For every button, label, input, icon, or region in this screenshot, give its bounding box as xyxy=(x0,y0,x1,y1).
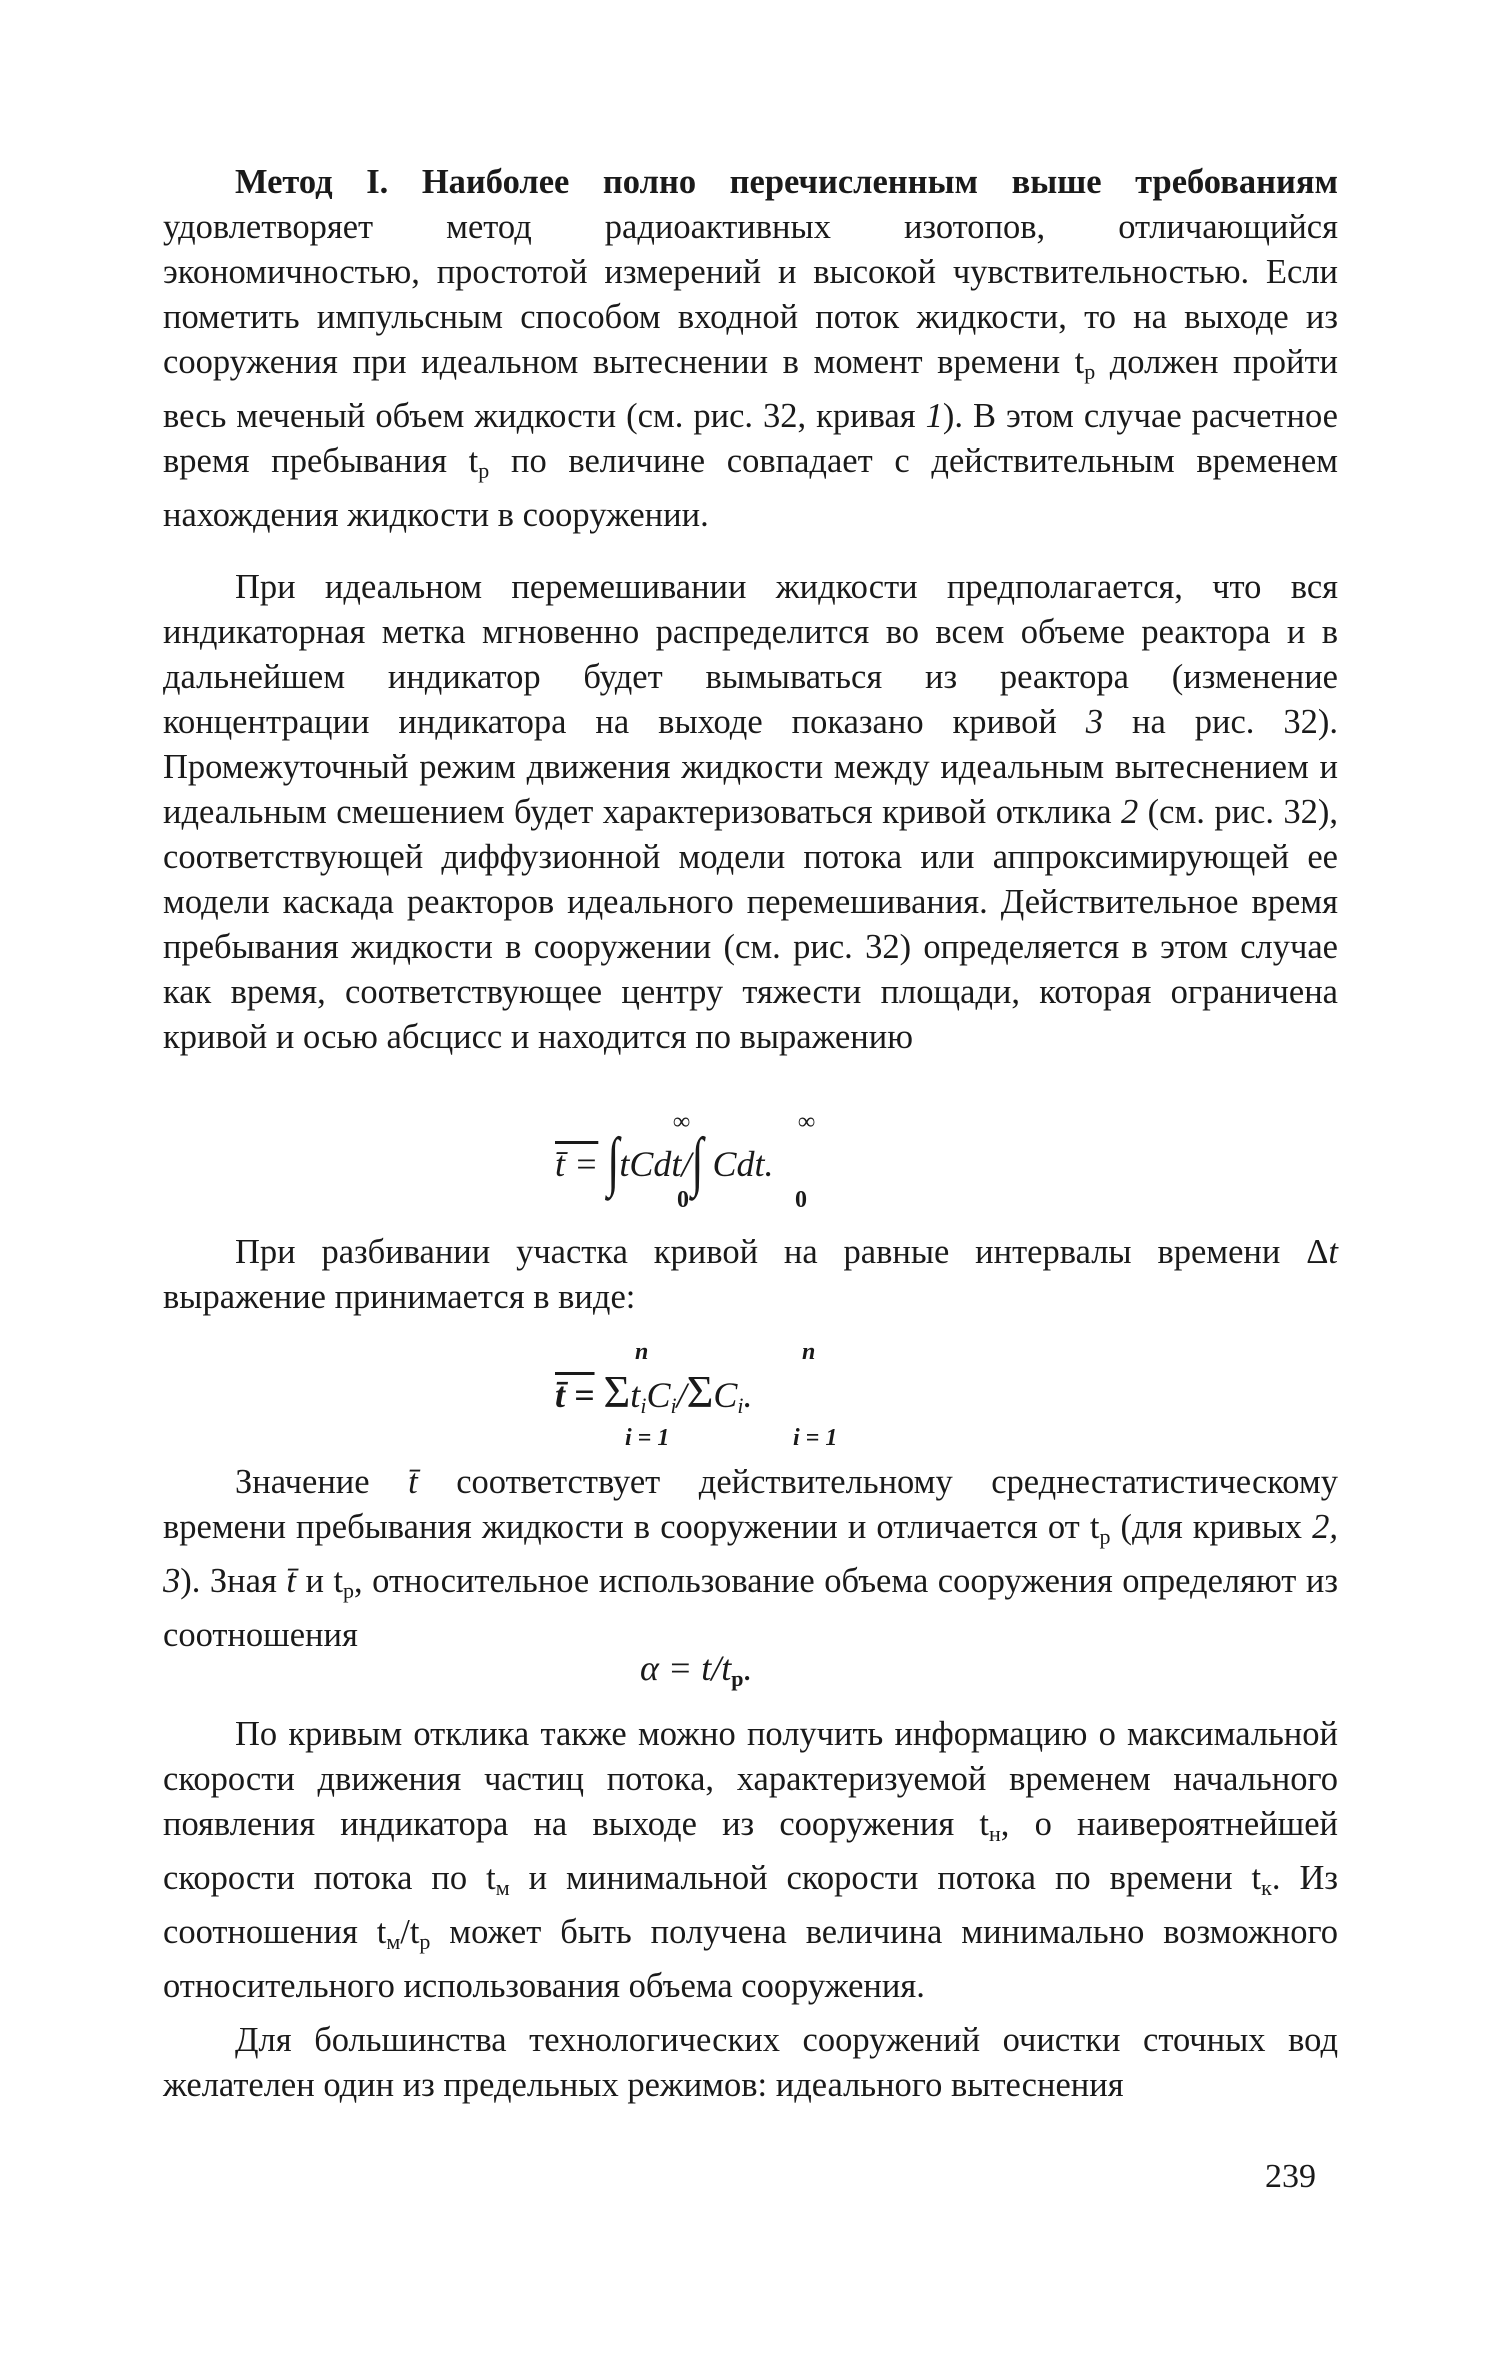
slash: / xyxy=(676,1375,687,1415)
paragraph-text: и минимальной скорости потока по времени t xyxy=(509,1859,1262,1897)
paragraph-text: По кривым отклика также можно получить информацию о максимальной скорости движения частиц потока, характеризуемой временем начального появления индикатора на выходе из сооружения t xyxy=(163,1715,1338,1843)
curve-numbers: 2, 3 xyxy=(163,1508,1338,1600)
term: t xyxy=(630,1375,641,1415)
paragraph-text: (для кривых xyxy=(1110,1508,1313,1546)
paragraph-method-1 xyxy=(163,160,1338,538)
paragraph-text: , о наивероятнейшей скорости потока по t xyxy=(163,1805,1338,1897)
variable: t̄ xyxy=(408,1463,418,1501)
paragraph-text: . Из соотношения t xyxy=(163,1859,1338,1951)
upper-limit: n xyxy=(802,1339,816,1365)
formula-integral xyxy=(555,1110,955,1220)
paragraph-text: При идеальном перемешивании жидкости предполагается, что вся индикаторная метка мгновенно распределится во всем объеме реактора и в дальнейшем индикатор будет вымываться из реактора (изменение концентрации индикатора на выходе показано кривой xyxy=(163,568,1338,741)
upper-limit: ∞ xyxy=(673,1109,691,1135)
paragraph-text: выражение принимается в виде: xyxy=(163,1278,636,1316)
subscript: i xyxy=(640,1393,647,1418)
sum-sign: Σ xyxy=(686,1366,714,1417)
paragraph-text: может быть получена величина минимально возможного относительного использования объема сооружения. xyxy=(163,1913,1339,2005)
term: C xyxy=(646,1375,671,1415)
paragraph-text: При разбивании участка кривой на равные интервалы времени Δ xyxy=(235,1233,1329,1271)
paragraph-text: соответствует действительному среднестатистическому времени пребывания жидкости в сооружении и отличается от t xyxy=(163,1463,1338,1546)
subscript: н xyxy=(989,1821,1001,1846)
upper-limit: ∞ xyxy=(798,1109,816,1135)
formula-lhs: t̄ = xyxy=(555,1375,595,1415)
method-heading-rest: Наиболее полно перечисленным выше требованиям xyxy=(421,163,1339,201)
period: . xyxy=(743,1648,753,1688)
paragraph-text: и t xyxy=(295,1562,344,1600)
paragraph-text: , относительное использование объема сооружения определяют из соотношения xyxy=(163,1562,1338,1654)
page-number: 239 xyxy=(1265,2158,1316,2195)
paragraph-ideal-mixing xyxy=(163,565,1338,1060)
paragraph-text: должен пройти весь меченый объем жидкости (см. рис. 32, кривая xyxy=(163,343,1338,435)
subscript: р xyxy=(1099,1524,1111,1549)
formula-alpha xyxy=(640,1648,752,1699)
lower-limit: 0 xyxy=(677,1187,689,1213)
integral-sign: ∫ xyxy=(691,1124,704,1198)
variable: t̄ xyxy=(286,1562,296,1600)
variable: t xyxy=(1328,1233,1338,1271)
subscript: р xyxy=(419,1929,431,1954)
paragraph-text: удовлетворяет метод радиоактивных изотопов, отличающийся экономичностью, простотой измерений и высокой чувствительностью. Если пометить импульсным способом входной поток жидкости, то на выходе из сооружения при идеальном вытеснении в момент времени t xyxy=(163,208,1338,381)
period: . xyxy=(743,1375,753,1415)
subscript: i xyxy=(670,1393,677,1418)
subscript: р xyxy=(343,1578,355,1603)
subscript: р xyxy=(1084,359,1096,384)
paragraph-text: /t xyxy=(400,1913,420,1951)
curve-number: 1 xyxy=(925,397,943,435)
integrand: Cdt. xyxy=(712,1144,774,1184)
lower-limit: i = 1 xyxy=(793,1425,838,1451)
lower-limit: i = 1 xyxy=(625,1425,670,1451)
integral-sign: ∫ xyxy=(607,1124,620,1198)
lower-limit: 0 xyxy=(795,1187,807,1213)
paragraph-text: по величине совпадает с действительным временем нахождения жидкости в сооружении. xyxy=(163,442,1338,534)
subscript: р xyxy=(731,1666,744,1691)
paragraph-response-curves xyxy=(163,1712,1338,2009)
subscript: к xyxy=(1261,1875,1272,1900)
upper-limit: n xyxy=(635,1339,649,1365)
subscript: м xyxy=(495,1875,510,1900)
paragraph-final xyxy=(163,2018,1338,2108)
curve-number: 2 xyxy=(1121,793,1139,831)
sum-sign: Σ xyxy=(603,1366,631,1417)
subscript: м xyxy=(386,1929,401,1954)
subscript: р xyxy=(478,458,490,483)
paragraph-intervals xyxy=(163,1230,1338,1320)
paragraph-text: (см. рис. 32), соответствующей диффузионной модели потока или аппроксимирующей ее модели каскада реакторов идеального перемешивания. Действительное время пребывания жидкости в сооружении (см. рис. 32) определяется в этом случае как время, соответствующее центру тяжести площади, которая ограничена кривой и осью абсцисс и находится по выражению xyxy=(163,793,1338,1056)
paragraph-text: Значение xyxy=(235,1463,409,1501)
formula-lhs: t̄ = xyxy=(555,1144,599,1184)
paragraph-text: ). Зная xyxy=(180,1562,287,1600)
paragraph-text: на рис. 32). Промежуточный режим движения жидкости между идеальным вытеснением и идеальным смешением будет характеризоваться кривой отклика xyxy=(163,703,1338,831)
paragraph-mean-time xyxy=(163,1460,1338,1658)
formula-text: α = t/t xyxy=(640,1648,732,1688)
paragraph-text: ). В этом случае расчетное время пребывания t xyxy=(163,397,1338,480)
term: C xyxy=(713,1375,738,1415)
subscript: i xyxy=(737,1393,744,1418)
paragraph-text: Для большинства технологических сооружений очистки сточных вод желателен один из предельных режимов: идеального вытеснения xyxy=(163,2021,1338,2104)
method-heading: Метод I. xyxy=(235,163,389,201)
integrand: tCdt/ xyxy=(619,1144,692,1184)
curve-number: 3 xyxy=(1085,703,1104,741)
formula-sum xyxy=(555,1340,975,1460)
